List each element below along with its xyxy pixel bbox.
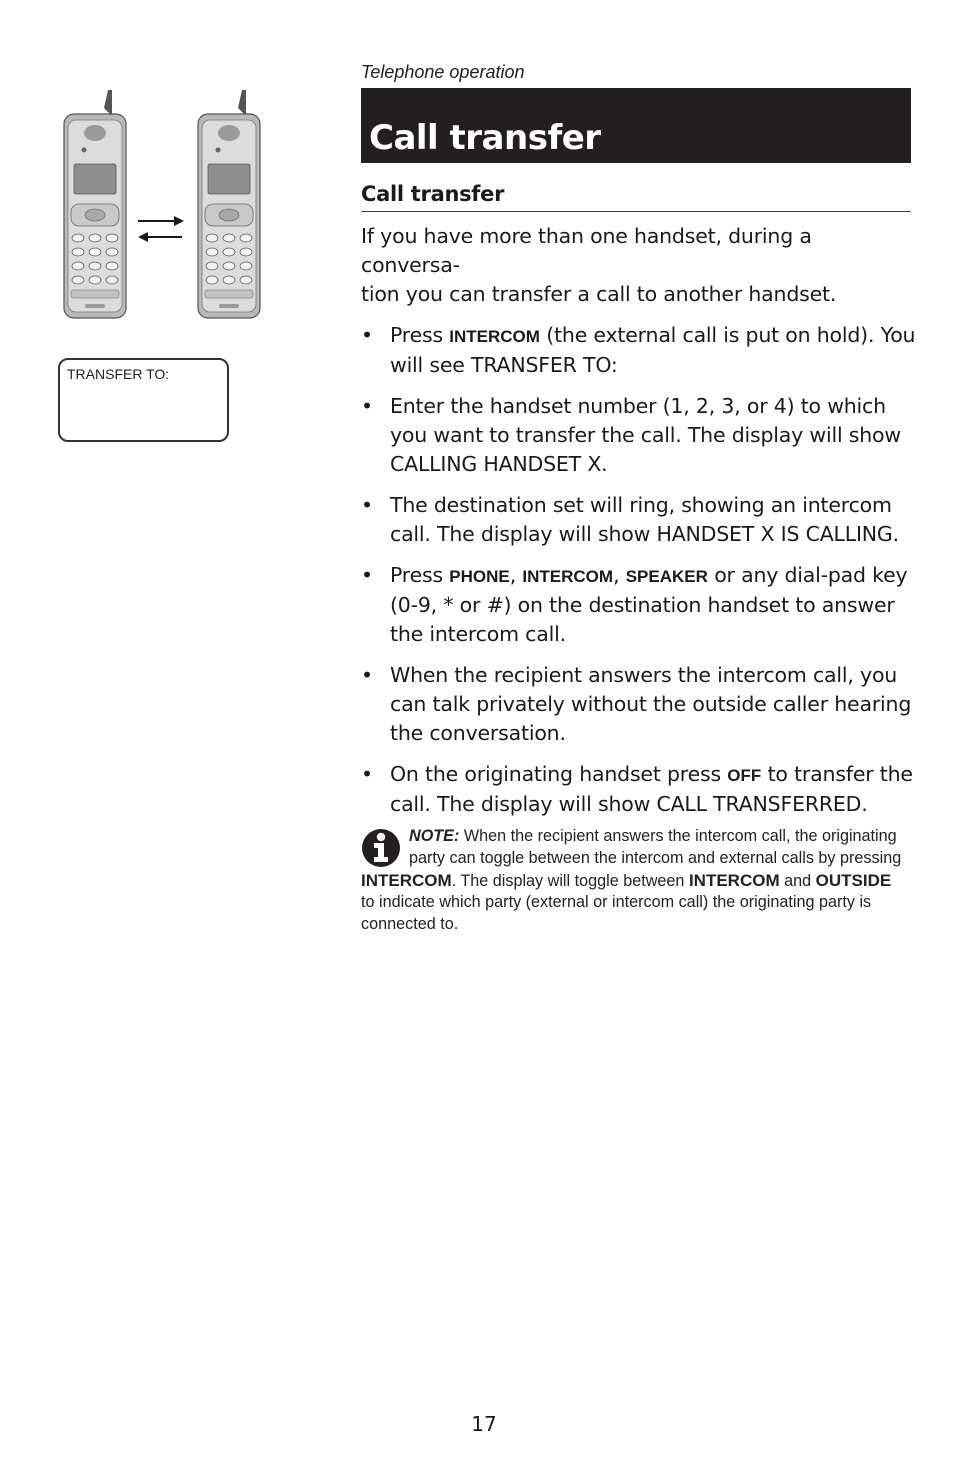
key-outside: OUTSIDE (815, 870, 892, 890)
key-phone: PHONE (449, 567, 510, 586)
key-speaker: SPEAKER (625, 567, 708, 586)
list-item: • Enter the handset number (1, 2, 3, or 4) to which you want to transfer the call. The display will show CALLING HANDSET X. (361, 394, 901, 476)
title-bar (361, 88, 911, 163)
handset-display (58, 358, 229, 442)
key-intercom: INTERCOM (361, 870, 452, 890)
handset-icon (198, 90, 260, 318)
list-item: • On the originating handset press OFF to transfer the call. The display will show CALL TRANSFERRED. (361, 762, 913, 816)
info-icon (361, 827, 405, 869)
handset-icon (64, 90, 126, 318)
subheading (361, 182, 911, 212)
subheading-text: Call transfer (361, 182, 505, 206)
key-intercom: INTERCOM (449, 327, 540, 346)
list-item: • Press INTERCOM (the external call is put on hold). You will see TRANSFER TO: (361, 323, 916, 377)
transfer-arrows-icon (138, 216, 184, 242)
list-item: • Press PHONE, INTERCOM, SPEAKER or any dial-pad key (0-9, * or #) on the destination handset to answer the intercom call. (361, 563, 908, 646)
page-number: 17 (471, 1412, 497, 1436)
handsets-figure (58, 86, 268, 322)
section-label: Telephone operation (361, 62, 525, 82)
key-intercom: INTERCOM (688, 870, 780, 890)
note-block: NOTE: When the recipient answers the intercom call, the originating party can toggle between the intercom and external calls by pressing INTERCOM. The display will toggle between INTERCOM and OUTSIDE to indicate which party (external or intercom call) the originating party is connected to. (361, 827, 902, 934)
instruction-list (361, 321, 916, 819)
body-text (361, 222, 916, 831)
display-text: TRANSFER TO: (67, 366, 170, 382)
page-title: Call transfer (369, 118, 601, 158)
key-off: OFF (727, 766, 762, 785)
intro-paragraph: If you have more than one handset, during a conversa- tion you can transfer a call to another handset. (361, 224, 837, 306)
note-label: NOTE: (409, 827, 460, 845)
key-intercom: INTERCOM (522, 567, 614, 586)
list-item: • The destination set will ring, showing an intercom call. The display will show HANDSET X IS CALLING. (361, 493, 899, 546)
list-item: • When the recipient answers the intercom call, you can talk privately without the outside caller hearing the conversation. (361, 663, 912, 745)
